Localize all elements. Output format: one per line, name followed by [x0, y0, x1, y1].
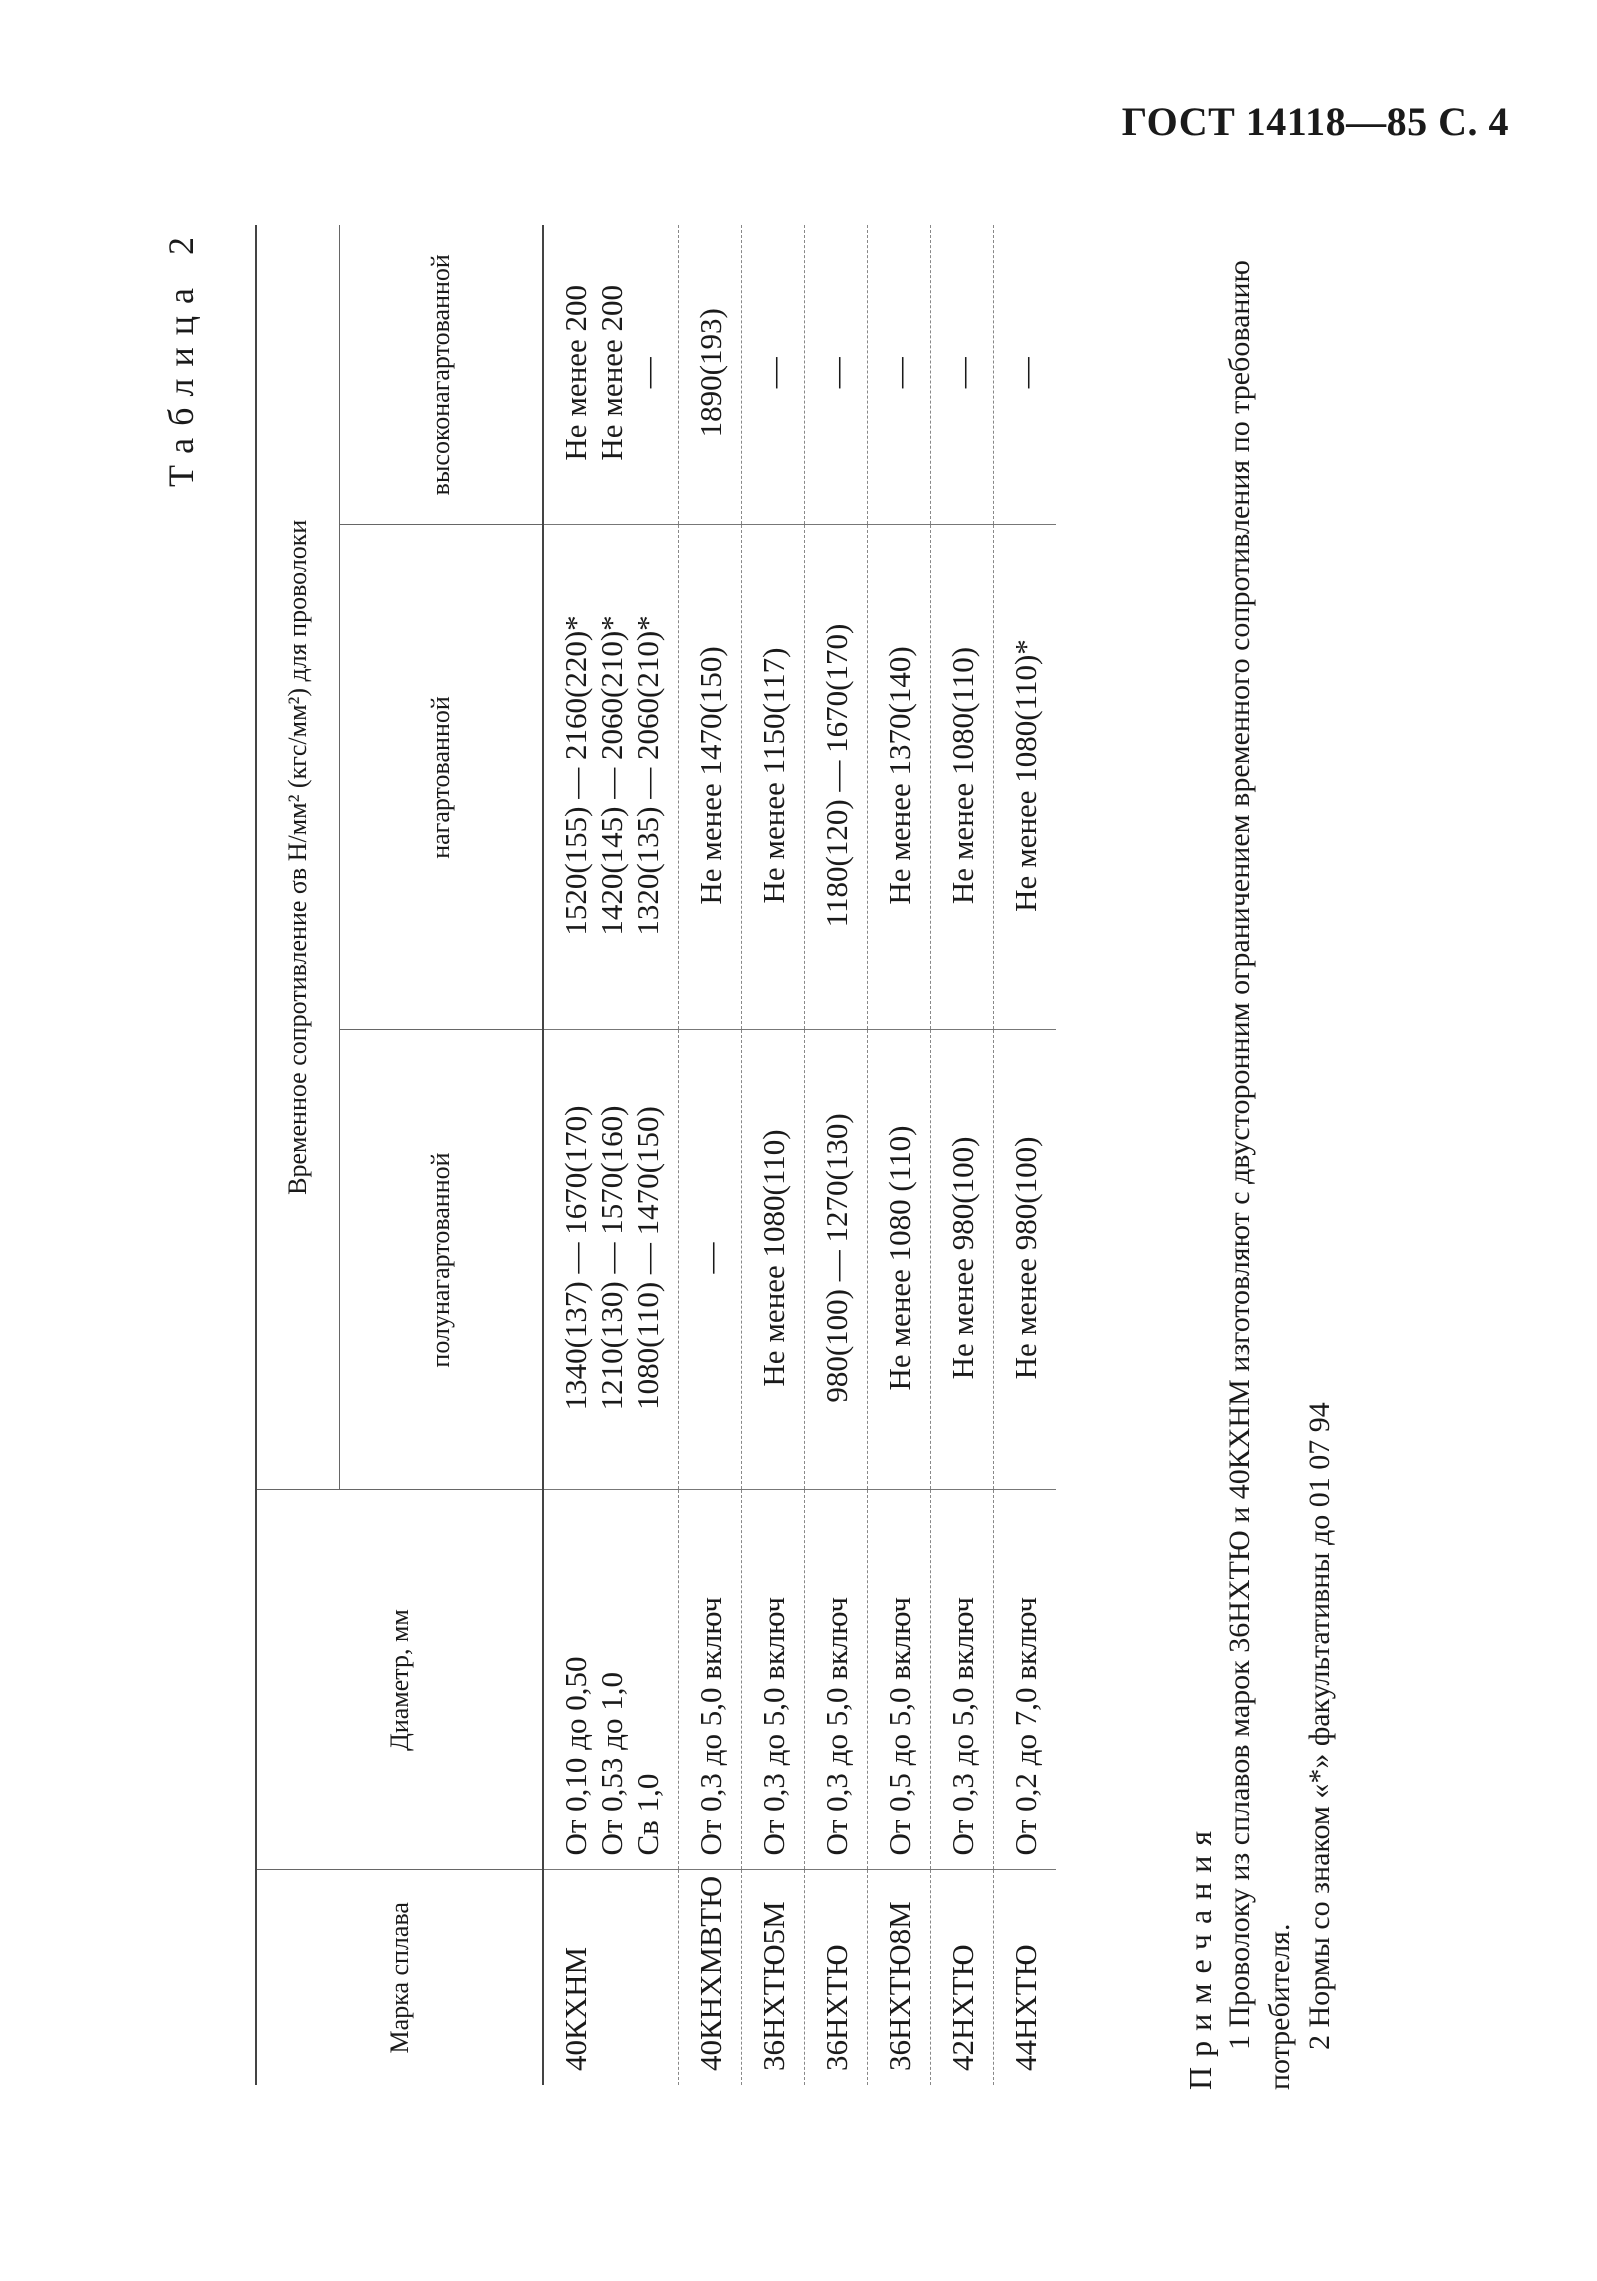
cell-diameter — [868, 1490, 931, 1870]
cell-hardened — [931, 525, 994, 1030]
cell-hardened — [679, 525, 742, 1030]
cell-diameter-line: От 0,3 до 5,0 включ — [945, 1597, 980, 1856]
notes — [1180, 230, 1340, 2090]
table-row — [931, 225, 994, 2085]
cell-semi-hardened-line: Не менее 980(100) — [1008, 1136, 1043, 1380]
cell-hardened-line: 1520(155) — 2160(220)* — [558, 615, 593, 936]
cell-hardened-line: Не менее 1080(110)* — [1008, 639, 1043, 912]
cell-diameter-line: От 0,10 до 0,50 — [558, 1656, 593, 1856]
cell-semi-hardened — [742, 1030, 805, 1490]
cell-highly-hardened-line: — — [756, 357, 791, 389]
cell-hardened-line: Не менее 1370(140) — [882, 646, 917, 905]
cell-semi-hardened-line: Не менее 1080 (110) — [882, 1125, 917, 1391]
column-header-highly-hardened: высоконагартованной — [340, 225, 544, 525]
cell-hardened-line: Не менее 1080(110) — [945, 646, 980, 905]
cell-alloy: 36НХТЮ5М — [742, 1870, 805, 2085]
strength-table — [255, 225, 1056, 2085]
cell-highly-hardened — [805, 225, 868, 525]
cell-highly-hardened — [868, 225, 931, 525]
cell-hardened — [994, 525, 1057, 1030]
cell-hardened-line: 1320(135) — 2060(210)* — [630, 615, 665, 936]
cell-highly-hardened-line: Не менее 200 — [558, 284, 593, 461]
cell-hardened — [742, 525, 805, 1030]
cell-diameter — [679, 1490, 742, 1870]
cell-diameter-line: От 0,53 до 1,0 — [594, 1672, 629, 1856]
note-2: 2 Нормы со знаком «*» факультативны до 01 07 94 — [1303, 1402, 1336, 2050]
cell-diameter-line: От 0,5 до 5,0 включ — [882, 1597, 917, 1856]
cell-highly-hardened-line: — — [630, 357, 665, 389]
table-body — [543, 225, 1056, 2085]
cell-diameter — [994, 1490, 1057, 1870]
cell-semi-hardened-line: 1340(137) — 1670(170) — [558, 1105, 593, 1411]
column-header-hardened: нагартованной — [340, 525, 544, 1030]
table-row — [543, 225, 679, 2085]
cell-diameter — [805, 1490, 868, 1870]
cell-diameter — [543, 1490, 679, 1870]
cell-diameter-line: Св 1,0 — [630, 1773, 665, 1856]
cell-highly-hardened-line: — — [945, 357, 980, 389]
cell-semi-hardened — [805, 1030, 868, 1490]
cell-highly-hardened-line: — — [819, 357, 854, 389]
cell-alloy: 36НХТЮ — [805, 1870, 868, 2085]
cell-hardened — [543, 525, 679, 1030]
cell-highly-hardened — [931, 225, 994, 525]
notes-title: Примечания — [1182, 1820, 1218, 2090]
column-header-diameter: Диаметр, мм — [256, 1490, 543, 1870]
column-header-semi-hardened: полунагартованной — [340, 1030, 544, 1490]
note-1: 1 Проволоку из сплавов марок 36НХТЮ и 40КХНМ изготовляют с двусторонним ограничением временного сопротивления по требованию потребителя. — [1223, 260, 1296, 2090]
cell-semi-hardened-line: 1210(130) — 1570(160) — [594, 1105, 629, 1411]
cell-semi-hardened — [679, 1030, 742, 1490]
table-row — [679, 225, 742, 2085]
cell-alloy: 44НХТЮ — [994, 1870, 1057, 2085]
cell-semi-hardened — [994, 1030, 1057, 1490]
table-caption: Таблица 2 — [161, 225, 201, 487]
cell-alloy: 40КХНМ — [543, 1870, 679, 2085]
cell-hardened-line: Не менее 1470(150) — [693, 646, 728, 905]
column-header-alloy: Марка сплава — [256, 1870, 543, 2085]
cell-alloy: 42НХТЮ — [931, 1870, 994, 2085]
cell-hardened-line: 1180(120) — 1670(170) — [819, 623, 854, 928]
cell-semi-hardened — [543, 1030, 679, 1490]
cell-alloy: 36НХТЮ8М — [868, 1870, 931, 2085]
table-row — [994, 225, 1057, 2085]
cell-highly-hardened — [994, 225, 1057, 525]
cell-semi-hardened — [868, 1030, 931, 1490]
column-header-strength: Временное сопротивление σв Н/мм² (кгс/мм²) для проволоки — [256, 225, 340, 1490]
cell-semi-hardened-line: — — [693, 1242, 728, 1274]
cell-highly-hardened-line: — — [882, 357, 917, 389]
cell-hardened — [805, 525, 868, 1030]
cell-diameter — [742, 1490, 805, 1870]
cell-hardened-line: 1420(145) — 2060(210)* — [594, 615, 629, 936]
cell-alloy: 40КНХМВТЮ — [679, 1870, 742, 2085]
cell-highly-hardened — [679, 225, 742, 525]
cell-semi-hardened-line: 1080(110) — 1470(150) — [630, 1106, 665, 1410]
cell-diameter — [931, 1490, 994, 1870]
cell-highly-hardened — [543, 225, 679, 525]
cell-highly-hardened-line: Не менее 200 — [594, 284, 629, 461]
table-row — [805, 225, 868, 2085]
cell-highly-hardened-line: 1890(193) — [693, 308, 728, 438]
cell-hardened-line: Не менее 1150(117) — [756, 647, 791, 904]
table-row — [742, 225, 805, 2085]
cell-semi-hardened — [931, 1030, 994, 1490]
cell-highly-hardened-line: — — [1008, 357, 1043, 389]
cell-semi-hardened-line: Не менее 1080(110) — [756, 1129, 791, 1387]
cell-hardened — [868, 525, 931, 1030]
cell-diameter-line: От 0,3 до 5,0 включ — [756, 1597, 791, 1856]
table-row — [868, 225, 931, 2085]
cell-diameter-line: От 0,3 до 5,0 включ — [693, 1597, 728, 1856]
cell-highly-hardened — [742, 225, 805, 525]
rotated-content — [160, 200, 1460, 2130]
cell-diameter-line: От 0,3 до 5,0 включ — [819, 1597, 854, 1856]
cell-semi-hardened-line: 980(100) — 1270(130) — [819, 1113, 854, 1403]
cell-diameter-line: От 0,2 до 7,0 включ — [1008, 1597, 1043, 1856]
cell-semi-hardened-line: Не менее 980(100) — [945, 1136, 980, 1380]
page-header: ГОСТ 14118—85 С. 4 — [1121, 99, 1509, 144]
